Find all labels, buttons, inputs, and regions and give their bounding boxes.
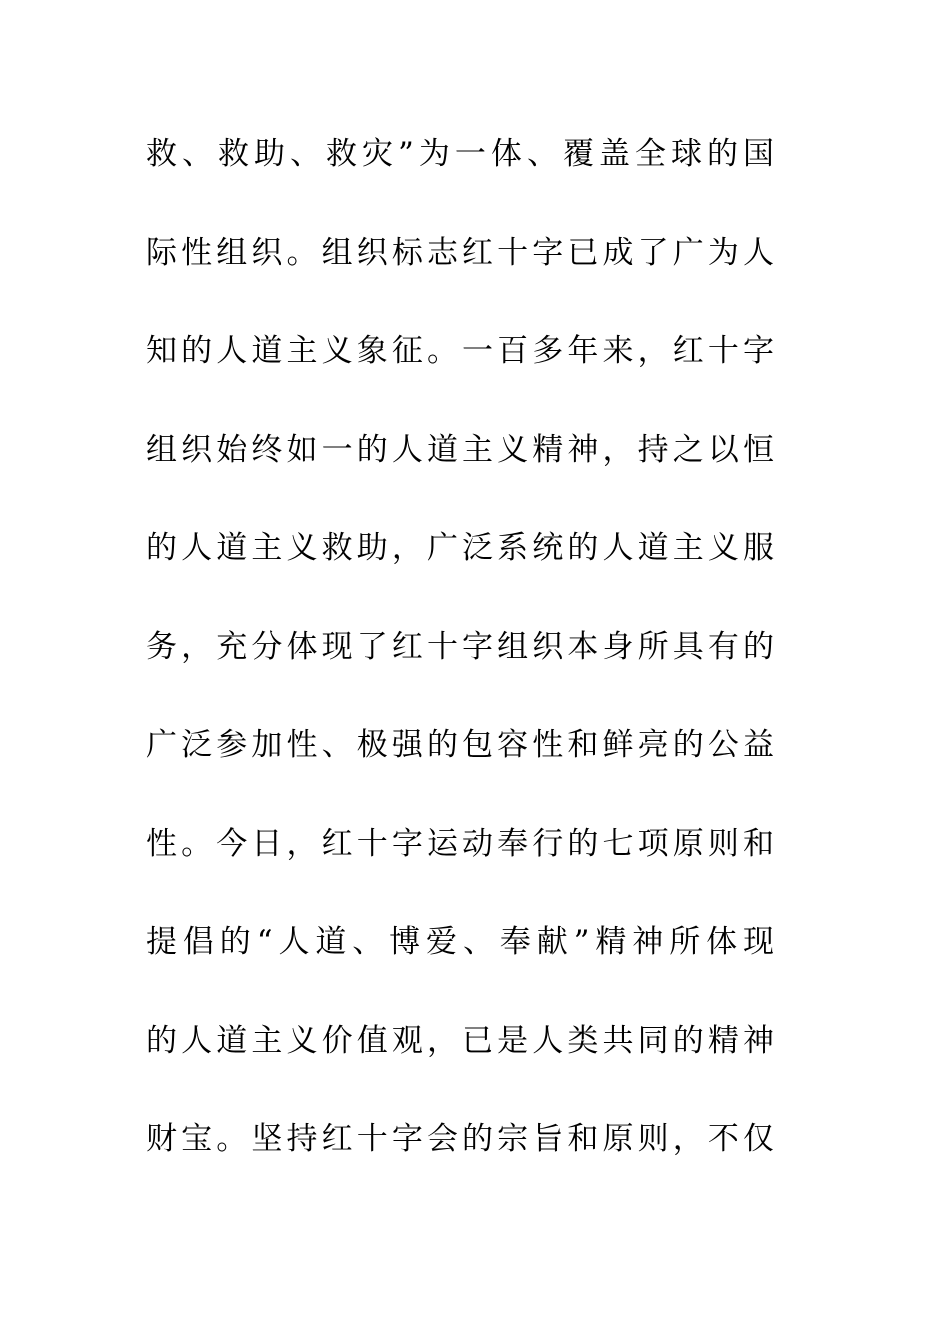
text-line: 的人道主义价值观，已是人类共同的精神 [146,1022,774,1059]
text-line: 广泛参加性、极强的包容性和鲜亮的公益 [146,727,774,763]
text-line: 际性组织。组织标志红十字已成了广为人 [146,234,774,271]
text-line: 组织始终如一的人道主义精神，持之以恒 [146,431,774,468]
text-line: 的人道主义救助，广泛系统的人道主义服 [146,530,774,566]
text-line: 知的人道主义象征。一百多年来，红十字 [146,333,774,369]
body-text [146,124,786,1208]
text-line: 提倡的“人道、博爱、奉献”精神所体现 [146,924,774,960]
text-line: 性。今日，红十字运动奉行的七项原则和 [146,825,774,862]
text-line: 财宝。坚持红十字会的宗旨和原则，不仅 [146,1121,774,1157]
text-line: 务，充分体现了红十字组织本身所具有的 [146,628,774,665]
text-line: 救、救助、救灾”为一体、覆盖全球的国 [146,136,774,172]
